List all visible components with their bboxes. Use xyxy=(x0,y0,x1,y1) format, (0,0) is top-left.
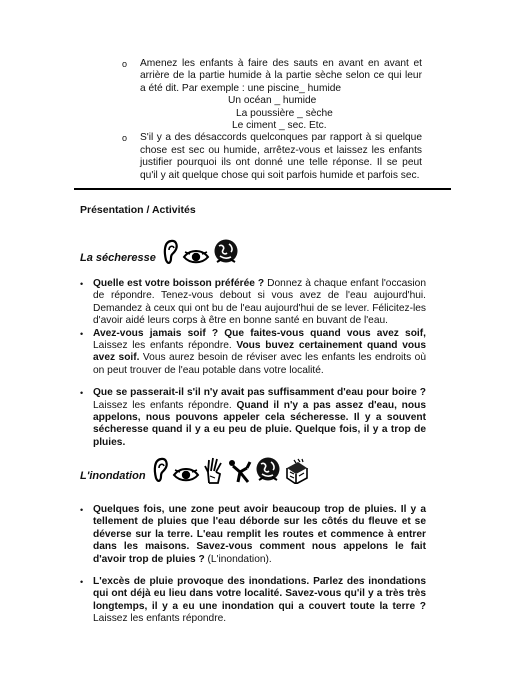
inondation-icons xyxy=(152,456,310,484)
inondation-heading-row xyxy=(80,456,310,484)
question-text: Avez-vous jamais soif ? Que faites-vous quand vous avez soif, xyxy=(93,327,426,339)
list-item xyxy=(80,278,426,328)
statement-text: Vous buvez certainement quand vous avez soif. xyxy=(93,340,427,364)
secheresse-bullet-list xyxy=(80,278,426,449)
book-icon xyxy=(284,458,310,484)
activity-sub-list xyxy=(122,58,422,182)
stretch-icon xyxy=(228,458,252,484)
instruction-text: Laissez les enfants répondre. xyxy=(93,613,227,625)
list-marker: o xyxy=(122,133,128,144)
sub-item-text: S'il y a des désaccords quelconques par rapport à si quelque chose est sec ou humide, arrêtez-vous et laissez les enfants justifier pourquoi ils ont donné une telle réponse. Il se peut qu'il y ait quelque chose qui soit parfois humide et parfois sec. xyxy=(140,132,422,181)
list-item xyxy=(80,504,426,566)
bullet-dot: • xyxy=(80,505,84,515)
instruction-text: Laissez les enfants répondre. xyxy=(93,340,237,352)
bullet-dot: • xyxy=(80,388,84,399)
globe-icon xyxy=(213,238,239,266)
secheresse-heading-row xyxy=(80,238,239,266)
list-marker: o xyxy=(122,59,128,69)
eye-icon xyxy=(182,248,210,266)
example-line: Le ciment _ sec. Etc. xyxy=(232,120,327,132)
globe-icon xyxy=(255,456,281,484)
ear-icon xyxy=(162,238,179,266)
secheresse-icons xyxy=(162,238,239,266)
instruction-text: (L'inondation). xyxy=(204,553,272,565)
eye-icon xyxy=(172,466,200,484)
example-line: Un océan _ humide xyxy=(228,95,317,107)
inondation-heading: L'inondation xyxy=(80,469,146,482)
hand-icon xyxy=(203,456,225,484)
sub-item-text: Amenez les enfants à faire des sauts en avant en avant et arrière de la partie humide à la partie sèche selon ce qui leur a été dit. Par exemple : une piscine_ humide xyxy=(140,58,422,94)
question-text: Que se passerait-il s'il n'y avait pas suffisamment d'eau pour boire ? xyxy=(93,387,426,399)
bullet-dot: • xyxy=(80,328,84,339)
sub-list-item xyxy=(122,58,422,132)
instruction-text: Laissez les enfants répondre. xyxy=(93,399,237,411)
section-title: Présentation / Activités xyxy=(80,204,196,216)
statement-text: Quelques fois, une zone peut avoir beaucoup trop de pluies. Il y a tellement de pluies que l'eau déborde sur les côtés du fleuve et se déverse sur la terre. L'eau remplit les routes et commence à entrer dans les maisons. Savez-vous comment nous appelons le fait d'avoir trop de pluies ? xyxy=(93,504,426,565)
instruction-text: Donnez à chaque enfant l'occasion de répondre. Tenez-vous debout si vous avez de l'eau aujourd'hui. Demandez à ceux qui ont bu de l'eau aujourd'hui de se lever. Félicitez-les d'avoir aidé leurs corps à être en bonne santé en buvant de l'eau. xyxy=(93,278,426,327)
instruction-text: Vous aurez besoin de réviser avec les enfants les endroits où on peut trouver de l'eau potable dans votre localité. xyxy=(93,352,426,376)
list-item xyxy=(80,576,426,626)
statement-text: Quand il n'y a pas assez d'eau, nous appelons, nous pouvons appeler cela sécheresse. Il y a souvent sécheresse quand il y a eu peu de pluie. Quelque fois, il y a trop de pluies. xyxy=(93,399,426,448)
list-item xyxy=(80,387,426,449)
example-line: La poussière _ sèche xyxy=(236,107,333,119)
bullet-dot: • xyxy=(80,279,84,289)
inondation-bullet-list xyxy=(80,504,426,626)
ear-icon xyxy=(152,456,169,484)
list-item xyxy=(80,328,426,378)
sub-list-item xyxy=(122,132,422,182)
section-divider xyxy=(74,188,451,190)
statement-text: L'excès de pluie provoque des inondations. Parlez des inondations qui ont déjà eu lieu dans votre localité. Savez-vous qu'il y a très très longtemps, il y a eu une inondation qui a couvert toute la terre ? xyxy=(93,576,426,612)
bullet-dot: • xyxy=(80,577,84,588)
question-text: Quelle est votre boisson préférée ? xyxy=(93,278,265,289)
secheresse-heading: La sécheresse xyxy=(80,251,156,264)
